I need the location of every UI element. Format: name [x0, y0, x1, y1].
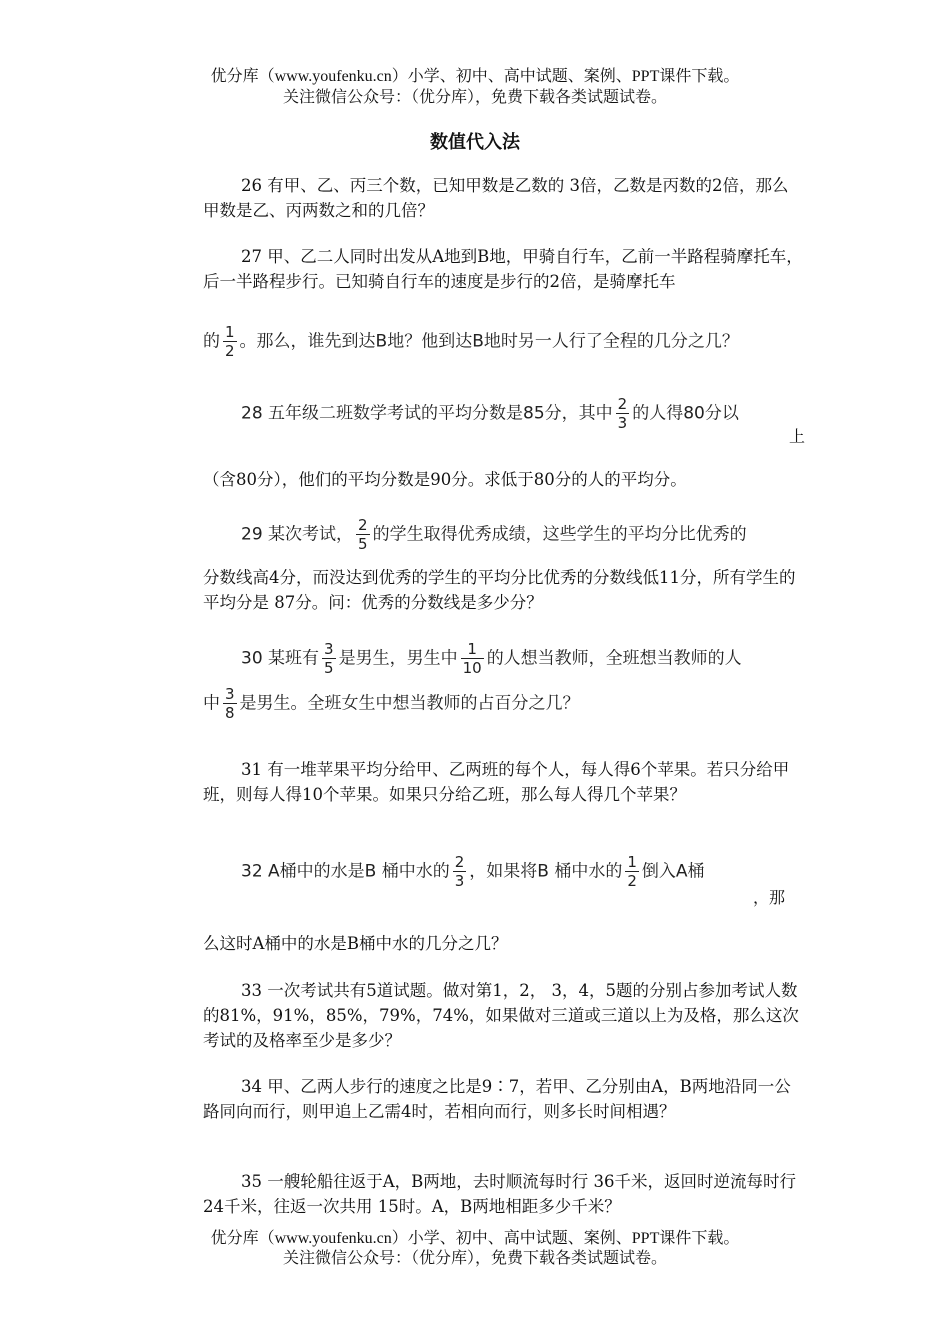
frac-num: 2	[358, 516, 368, 534]
frac-den: 5	[358, 535, 368, 553]
q32-mid: ，如果将B 桶中水的	[469, 861, 623, 882]
frac-num: 3	[225, 685, 235, 703]
question-35-text: 35 一艘轮船往返于A，B两地，去时顺流每时行 36千米，返回时逆流每时行 24千米，往返一次共用 15时。A，B两地相距多少千米？	[203, 1172, 797, 1216]
question-27	[203, 244, 803, 294]
q30-pre: 30 某班有	[241, 648, 320, 669]
header-line-1: 优分库（www.youfenku.cn）小学、初中、高中试题、案例、PPT课件下载。	[210, 68, 740, 85]
q30-mid: 是男生，男生中	[338, 648, 458, 669]
q30-post: 的人想当教师，全班想当教师的人	[486, 648, 742, 669]
frac-den: 2	[627, 872, 637, 890]
frac-num: 1	[225, 323, 235, 341]
frac-num: 2	[454, 853, 465, 871]
question-34-text: 34 甲、乙两人步行的速度之比是9∶7，若甲、乙分别由A，B两地沿同一公路同向而行，则甲追上乙需4时，若相向而行，则多长时间相遇？	[203, 1077, 791, 1121]
question-27-text: 27 甲、乙二人同时出发从A地到B地，甲骑自行车，乙前一半路程骑摩托车，后一半路程步行。已知骑自行车的速度是步行的2倍，是骑摩托车	[203, 247, 803, 291]
fraction-two-thirds	[616, 395, 630, 432]
question-31	[203, 757, 803, 807]
frac-den: 5	[324, 659, 334, 677]
q32-pre: 32 A桶中的水是B 桶中水的	[241, 861, 450, 882]
q32-post: 倒入A桶	[641, 861, 705, 882]
question-26-text: 26 有甲、乙、丙三个数，已知甲数是乙数的 3倍，乙数是丙数的2倍，那么甲数是乙、丙两数之和的几倍？	[203, 176, 789, 220]
question-28-line-1	[241, 395, 739, 432]
question-32-line-1	[241, 853, 705, 890]
page-title: 数值代入法	[430, 132, 520, 153]
frac-num: 1	[461, 640, 484, 659]
frac-den: 3	[617, 414, 628, 432]
fraction-three-fifths	[322, 640, 336, 677]
q30-l2-post: 是男生。全班女生中想当教师的占百分之几？	[239, 693, 580, 714]
q28-pre: 28 五年级二班数学考试的平均分数是85分，其中	[241, 403, 613, 424]
frac-den: 10	[462, 659, 482, 677]
question-35	[203, 1169, 803, 1219]
q29-pre: 29 某次考试，	[241, 524, 354, 545]
question-26	[203, 173, 803, 223]
footer-line-2: 关注微信公众号：（优分库），免费下载各类试题试卷。	[282, 1250, 667, 1267]
frac-num: 2	[617, 395, 628, 413]
q27-pre: 的	[203, 331, 220, 352]
question-31-text: 31 有一堆苹果平均分给甲、乙两班的每个人，每人得6个苹果。若只分给甲班，则每人得10个苹果。如果只分给乙班，那么每人得几个苹果？	[203, 760, 790, 804]
question-29-continuation	[203, 565, 803, 615]
fraction-one-half	[223, 323, 237, 360]
q30-l2-pre: 中	[203, 693, 220, 714]
frac-num: 3	[324, 640, 334, 658]
q29-cont-text: 分数线高4分，而没达到优秀的学生的平均分比优秀的分数线低11分，所有学生的平均分是 87分。问：优秀的分数线是多少分？	[203, 568, 796, 612]
fraction-three-eighths	[223, 685, 237, 722]
question-32-tail: ，那	[753, 888, 786, 907]
q28-post: 的人得80分以	[632, 403, 739, 424]
question-32-continuation: 么这时A桶中的水是B桶中水的几分之几？	[203, 934, 508, 953]
question-27-fraction-line	[203, 323, 739, 360]
question-29-line-1	[241, 516, 747, 553]
header-line-2: 关注微信公众号：（优分库），免费下载各类试题试卷。	[282, 89, 667, 106]
q29-post: 的学生取得优秀成绩，这些学生的平均分比优秀的	[372, 524, 747, 545]
question-30-line-2	[203, 685, 580, 722]
question-33	[203, 978, 803, 1053]
fraction-two-thirds	[453, 853, 467, 890]
question-28-continuation: （含80分），他们的平均分数是90分。求低于80分的人的平均分。	[203, 470, 687, 489]
fraction-one-half	[625, 853, 639, 890]
fraction-one-tenth	[461, 640, 484, 677]
q27-post: 。那么，谁先到达B地？他到达B地时另一人行了全程的几分之几？	[239, 331, 739, 352]
frac-den: 3	[454, 872, 465, 890]
frac-den: 8	[225, 704, 235, 722]
fraction-two-fifths	[356, 516, 370, 553]
question-30-line-1	[241, 640, 742, 677]
question-33-text: 33 一次考试共有5道试题。做对第1，2， 3，4，5题的分别占参加考试人数的81%，91%，85%，79%，74%，如果做对三道或三道以上为及格，那么这次考试的及格率至少是多少？	[203, 981, 799, 1050]
frac-den: 2	[225, 342, 235, 360]
question-28-tail: 上	[789, 427, 806, 446]
footer-line-1: 优分库（www.youfenku.cn）小学、初中、高中试题、案例、PPT课件下载。	[210, 1230, 740, 1247]
question-34	[203, 1074, 803, 1124]
frac-num: 1	[627, 853, 637, 871]
